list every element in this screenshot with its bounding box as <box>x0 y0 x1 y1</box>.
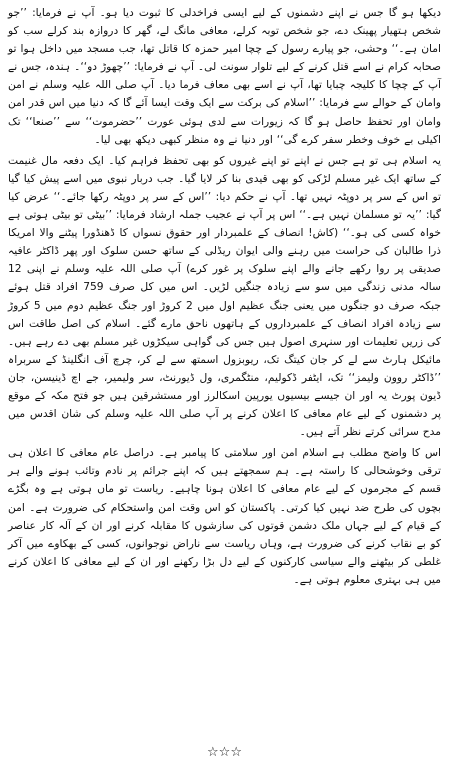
end-ornament-stars: ☆☆☆ <box>207 745 242 760</box>
paragraph-3: اس کا واضح مطلب ہے اسلام امن اور سلامتی کا پیامبر ہے۔ دراصل عام معافی کا اعلان ہی ترقی وخوشحالی کا راستہ ہے۔ ہم سمجھتے ہیں کہ اپنے جرائم پر نادم وتائب ہونے والے ہر قسم کے مجرموں کے لیے عام معافی کا اعلان ہونا چاہیے۔ ریاست تو ماں ہوتی ہے وہ بگڑے بچوں کی طرح ضد نہیں کیا کرتی۔ پاکستان کو اس وقت امن واستحکام کی ضرورت ہے۔ امن کے قیام کے لیے جہاں ملک دشمن قوتوں کی سازشوں کا مقابلہ کرنے اور ان کے آلہ کار عناصر کو بے نقاب کرنے کی ضرورت ہے، وہاں ریاست سے ناراض نوجوانوں، کسی کے بھکاوے میں آکر غلطی کر بیٹھنے والے سیاسی کارکنوں کے لیے دل بڑا رکھنے اور ان کے لیے معافی کا اعلان کرنے میں ہی بہتری معلوم ہوتی ہے۔ <box>8 446 441 586</box>
paragraph-2: یہ اسلام ہی تو ہے جس نے اپنے تو اپنے غیروں کو بھی تحفظ فراہم کیا۔ ایک دفعہ مال غنیمت کے ساتھ ایک غیر مسلم لڑکی کو بھی قیدی بنا کر لایا گیا۔ جب دربار نبوی میں اسے پیش کیا گیا تو اس کے سر پر دوپٹہ نہیں تھا۔ آپ نے حکم دیا: ’’اس کے سر پر دوپٹہ رکھا جائے۔‘‘ عرض کیا گیا: ’’یہ تو مسلمان نہیں ہے۔‘‘ اس پر آپ نے عجیب جملہ ارشاد فرمایا: ’’بیٹی تو بیٹی ہوتی ہے خواہ کسی کی ہو۔‘‘ (کاش! انصاف کے علمبردار اور حقوق نسواں کا ڈھنڈورا پیٹنے والا امریکا ذرا طالبان کی حراست میں رہنے والی ایوان ریڈلی کے ساتھ حسن سلوک اور پھر ڈاکٹر عافیہ صدیقی پر روا رکھے جانے والے اپنے سلوک پر غور کرے) آپ صلی اللہ علیہ وسلم نے اپنی 12 سالہ مدنی زندگی میں سو سے زیادہ جنگیں لڑیں۔ اس میں کل صرف 759 افراد قتل ہوئے جبکہ صرف دو جنگوں میں یعنی جنگ عظیم اول میں 2 کروڑ اور جنگ عظیم دوم میں 5 کروڑ سے زیادہ افراد انصاف کے علمبرداروں کے ہاتھوں ناحق مارے گئے۔ اسلام کی اصل طاقت اس کی زریں تعلیمات اور سنہری اصول ہیں جس کی گواہی سیکڑوں غیر مسلم بھی دے رہے ہیں۔ مائیکل ہارٹ سے لے کر جان کیتگ تک، ریوبزول اسمتھ سے لے کر، چرچ آف انگلینڈ کے سربراہ ’’ڈاکٹر روون ولیمز‘‘ تک، ایٹفر ڈکولیم، منٹگمری، ول ڈیورنٹ، سر ولیمیر، جے اچ ڈینیسن، جان ڈیون پورٹ یہ اور ان جیسے بیسیوں یورپین اسکالرز اور مستشرقین ہیں جو فتح مکہ کے موقع پر دشمنوں کے لیے عام معافی کا اعلان کرنے پر آپ صلی اللہ علیہ وسلم کی شان اقدس میں مدح سرائی کرتے نظر آتے ہیں۔ <box>8 153 441 439</box>
paragraph-1: دیکھا ہو گا جس نے اپنے دشمنوں کے لیے ایسی فراخدلی کا ثبوت دیا ہو۔ آپ نے فرمایا: ’’جو شخص ہتھیار پھینک دے، جو شخص توبہ کرلے، معافی مانگ لے، گھر کا دروازہ بند کرلے سب کو امان ہے۔‘‘ وحشی، جو پیارے رسول کے چچا امیر حمزہ کا قاتل تھا، جب مسجد میں داخل ہوا تو صحابہ کرام نے اسے قتل کرنے کے لیے تلوار سونت لی۔ آپ نے فرمایا: ’’چھوڑ دو‘‘۔ ہندہ، جس نے آپ کے چچا کا کلیجہ چبایا تھا، آپ نے اسے بھی معاف فرما دیا۔ آپ صلی اللہ علیہ وسلم نے امن وامان کے حوالے سے فرمایا: ’’اسلام کی برکت سے ایک وقت ایسا آئے گا کہ دنیا میں اس قدر امن وامان اور تحفظ حاصل ہو گا کہ زیورات سے لدی ہوئی عورت ’’حضرموت‘‘ سے ’’صنعا‘‘ تک اکیلی بے خوف وخطر سفر کرے گی‘‘ اور دنیا نے وہ منظر کبھی دیکھ بھی لیا۔ <box>8 6 441 146</box>
